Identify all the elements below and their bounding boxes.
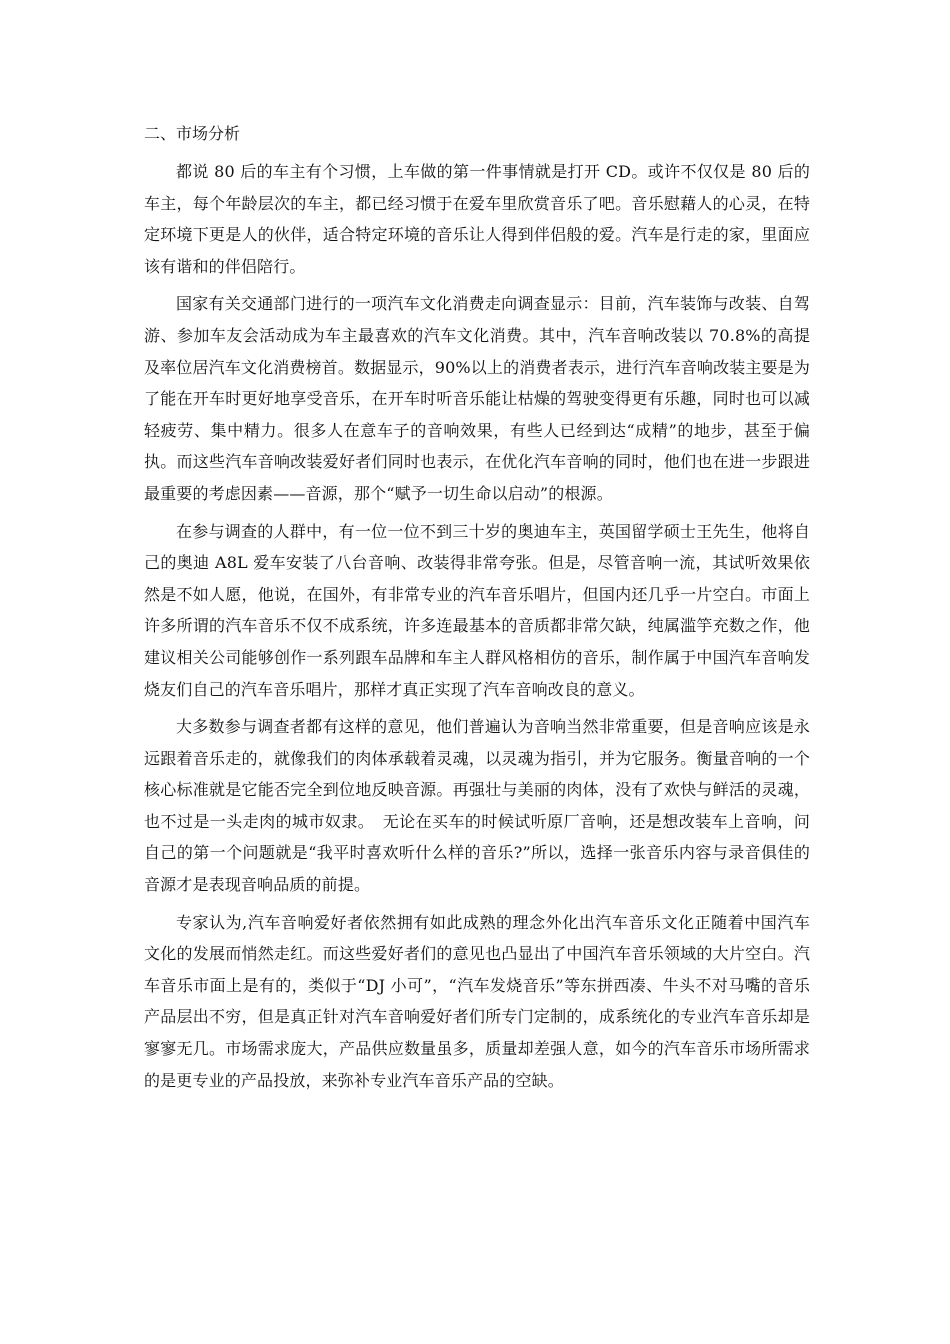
section-heading: 二、市场分析	[144, 124, 241, 143]
document-body	[144, 118, 810, 1102]
paragraph-survey-findings: 国家有关交通部门进行的一项汽车文化消费走向调查显示：目前，汽车装饰与改装、自驾游、参加车友会活动成为车主最喜欢的汽车文化消费。其中，汽车音响改装以 70.8%的高提及率位居汽车文化消费榜首。数据显示，90%以上的消费者表示，进行汽车音响改装主要是为了能在开车时更好地享受音乐，在开车时听音乐能让枯燥的驾驶变得更有乐趣，同时也可以减轻疲劳、集中精力。很多人在意车子的音响效果，有些人已经到达“成精”的地步，甚至于偏执。而这些汽车音响改装爱好者们同时也表示，在优化汽车音响的同时，他们也在进一步跟进最重要的考虑因素——音源，那个“赋予一切生命以启动”的根源。	[144, 294, 810, 503]
paragraph-sound-source-opinion: 大多数参与调查者都有这样的意见，他们普遍认为音响当然非常重要，但是音响应该是永远跟着音乐走的，就像我们的肉体承载着灵魂，以灵魂为指引，并为它服务。衡量音响的一个核心标准就是它能否完全到位地反映音源。再强壮与美丽的肉体，没有了欢快与鲜活的灵魂，也不过是一头走肉的城市奴隶。 无论在买车的时候试听原厂音响，还是想改装车上音响，问自己的第一个问题就是“我平时喜欢听什么样的音乐?”所以，选择一张音乐内容与录音俱佳的音源才是表现音响品质的前提。	[144, 717, 810, 895]
paragraph-expert-view: 专家认为,汽车音响爱好者依然拥有如此成熟的理念外化出汽车音乐文化正随着中国汽车文化的发展而悄然走红。而这些爱好者们的意见也凸显出了中国汽车音乐领域的大片空白。汽车音乐市面上是有的，类似于“DJ 小可”，“汽车发烧音乐”等东拼西凑、牛头不对马嘴的音乐产品层出不穷，但是真正针对汽车音响爱好者们所专门定制的，成系统化的专业汽车音乐却是寥寥无几。市场需求庞大，产品供应数量虽多，质量却差强人意，如今的汽车音乐市场所需求的是更专业的产品投放，来弥补专业汽车音乐产品的空缺。	[144, 912, 810, 1090]
paragraph-car-music-habit: 都说 80 后的车主有个习惯，上车做的第一件事情就是打开 CD。或许不仅仅是 80 后的车主，每个年龄层次的车主，都已经习惯于在爱车里欣赏音乐了吧。音乐慰藉人的心灵，在特定环境下更是人的伙伴，适合特定环境的音乐让人得到伴侣般的爱。汽车是行走的家，里面应该有谐和的伴侣陪行。	[144, 162, 810, 276]
paragraph-audi-owner-case: 在参与调查的人群中，有一位一位不到三十岁的奥迪车主，英国留学硕士王先生，他将自己的奥迪 A8L 爱车安装了八台音响、改装得非常夸张。但是，尽管音响一流，其试听效果依然是不如人愿，他说，在国外，有非常专业的汽车音乐唱片，但国内还几乎一片空白。市面上许多所谓的汽车音乐不仅不成系统，许多连最基本的音质都非常欠缺，纯属滥竽充数之作，他建议相关公司能够创作一系列跟车品牌和车主人群风格相仿的音乐，制作属于中国汽车音响发烧友们自己的汽车音乐唱片，那样才真正实现了汽车音响改良的意义。	[144, 521, 810, 699]
